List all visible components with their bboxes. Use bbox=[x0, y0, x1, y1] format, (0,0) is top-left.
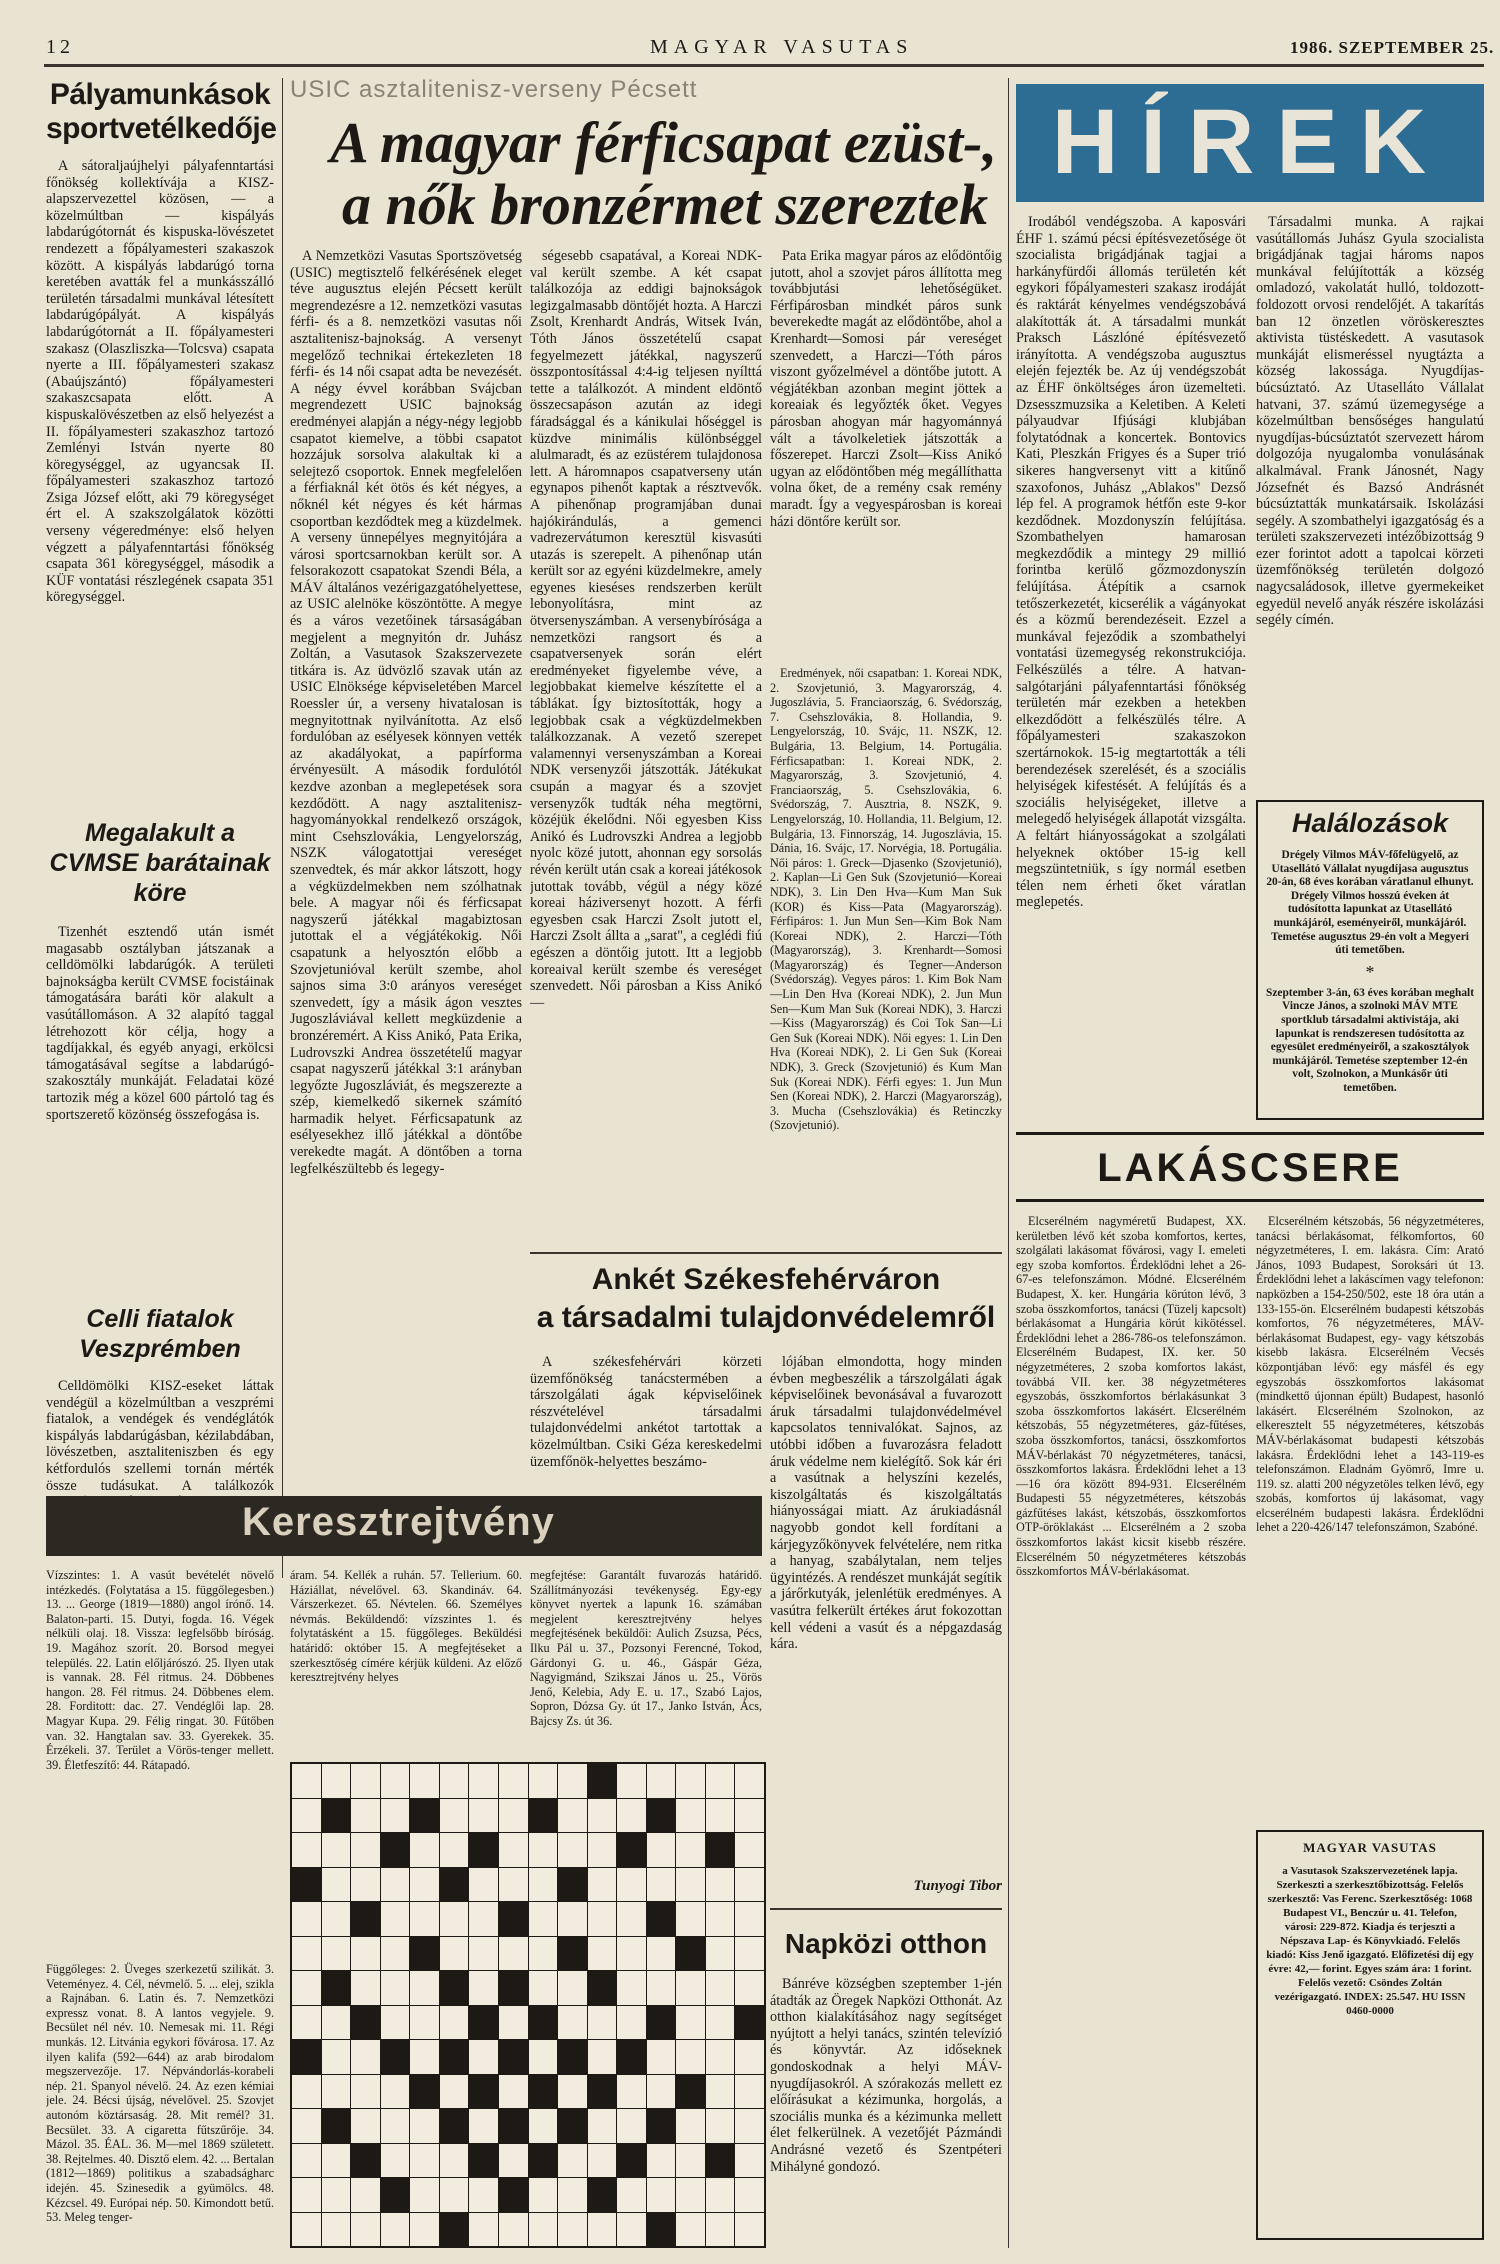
impressum-text: a Vasutasok Szakszervezetének lapja. Szerkeszti a szerkesztőbizottság. Felelős szerkesztő: Vas Ferenc. Szerkesztőség: 1068 Budapest VI., Benczúr u. 41. Telefon, városi: 229-872. Kiadja és terjeszti a Népszava Lap- és Könyvkiadó. Felelős kiadó: Kiss Jenő igazgató. Előfizetési díj egy évre: 42,— forint. Egyes szám ára: 1 forint. Felelős vezető: Csöndes Zoltán vezérigazgató. INDEX: 25.547. HU ISSN 0460-0000 bbox=[1266, 1865, 1474, 2017]
hirek-col-2: Társadalmi munka. A rajkai vasútállomás Juhász Gyula szocialista brigádjának tagjai hároms napos munkával felújították a község omladozó, vakolatát hulló, toldozott-foldozott orvosi rendelőjét. A takarítás ban 12 önzetlen vöröskeresztes aktivista tüstéskedett. A vasutasok munkáját elismeréssel nyugtázta a község lakossága. Nyugdíjas-búcsúztató. Az Utaselláto Vállalat hatvani, 37. számú üzemegysége a közelmúltban bensőséges hangulatú nyugdíjas-búcsúztatót szervezett három dolgozója nyugalomba vonulásának alkalmával. Frank Jánosnét, Nagy Józsefnét és Bazsó Andrásnét búcsúztatták munkatársaik. Iskolázási segély. A szombathelyi igazgatóság és a területi szakszervezeti intézőbizottság 9 ezer forintot adott a tapolcai körzeti üzemfőnökség területén dolgozó nagycsaládosok, illetve gyermekeiket egyedül nevelő anyák részére iskolázási segély címén. bbox=[1256, 214, 1484, 629]
celli-text: Celldömölki KISZ-eseket láttak vendégül a közelmúltban a veszprémi fiatalok, a vendégek és vendéglátók kispályás labdarúgásban, kézilabdában, lövészetben, asztaliteniszben és egy kétfordulós szellemi tornán mérték össze tudásukat. A találkozók bbox=[46, 1378, 274, 1494]
crossword-grid[interactable] bbox=[290, 1762, 766, 2248]
hirek-logo-box bbox=[1016, 84, 1484, 202]
usic-col-1: A Nemzetközi Vasutas Sportszövetség (USIC) megtisztelő felkérésének eleget téve augusztus elején Pécsett került megrendezésre a 12. nemzetközi vasutas férfi- és a 8. nemzetközi vasutas női asztalitenisz-bajnokság. A versenyt megelőző technikai értekezleten 18 férfi- és 14 női csapat adta be nevezését. A négy évvel korábban Svájcban megrendezett USIC bajnokság eredményei alapján a négy-négy legjobb csapatot kiemelve, a többi csapatot hozzájuk sorsolva alakultak ki a selejtező csoportok. Ennek megfelelően a férfiaknál két ötös és két négyes, a nőknél két négyes és két hármas csoportban kezdődtek meg a küzdelmek. A verseny ünnepélyes megnyitójára a városi sportcsarnokban került sor. A felsorakozott csapatokat Szendi Béla, a MÁV általános vezérigazgatóhelyettese, az USIC alelnöke köszöntötte. A megye és a város vezetőinek társaságában megjelent a megnyitón dr. Juhász Zoltán, a Vasutasok Szakszervezete titkára is. Az üdvözlő szavak után az USIC Elnöksége képviseletében Marcel Roessler úr, a verseny hivatalosan is megnyitottnak nyilvánította. Az első fordulóban az esélyesek könnyen vették az akadályokat, a papírforma érvényesült. A második fordulótól kezdve azonban a meglepetések sora kezdődött. A nagy asztalitenisz-hagyományokkal rendelkező országok, mint Csehszlovákia, Lengyelország, NSZK válogatottjai vereséget szenvedtek, és már akkor látszott, hogy a végküzdelmekben nem szólhatnak bele. A magyar női és férficsapat nagyszerű játékkal magabiztosan jutottak el a végjátékokig. Női csapatunk a helyosztón előbb a Szovjetunióval került szembe, ahol sajnos sima 3:0 arányos vereséget szenvedett, így a másik ágon vesztes Jugoszláviával kellett megküzdenie a bronzéremért. A Kiss Anikó, Pata Erika, Ludrovszki Andrea összetételű magyar csapat nagyszerű játékkal 3:1 arányban legyőzte Jugoszláviát, és megszerezte a szép, kiemelkedő sikernek számító harmadik helyet. Férficsapatunk az esélyesekhez illő játékkal a döntőbe verekedte magát. A döntőben a torna legfelkészültebb és legegy- bbox=[290, 248, 522, 1177]
anket-author: Tunyogi Tibor bbox=[913, 1878, 1002, 1894]
napkozi-rule bbox=[770, 1908, 1002, 1910]
anket-col-2: lójában elmondotta, hogy minden évben megbeszélik a társzolgálati ágak képviselőinek bevonásával a fuvarozott áruk társadalmi tulajdonvédelmével kapcsolatos tennivalókat. Sajnos, az utóbbi időben a fuvarozásra feladott áruk védelme nem kielégítő. Sok kár éri a vasútnak a helyszíni kezelés, kiszolgáltatás és kiszolgáltatás hiányosságai miatt. Az árukiadásnál nagyobb gondot kell fordítani a kárjegyzőkönyvek felvételére, nem ritka a hanyag, szabálytalan, nem teljes ügyintézés. A rendészet munkáját segítik a járőrkutyák, jelenlétük eredményes. A vasútra felkerült értékes árut fokozottan kell védeni a vasút és a népgazdaság kára. bbox=[770, 1354, 1002, 1653]
anket-col-1: A székesfehérvári körzeti üzemfőnökség tanácstermében a társzolgálati ágak képviselőinek részvételével társadalmi tulajdonvédelmi ankétot tartottak a közelmúltban. Csiki Géza kereskedelmi üzemfőnök-helyettes beszámo- bbox=[530, 1354, 762, 1470]
celli-title: Celli fiatalok Veszprémben bbox=[79, 1305, 241, 1363]
anket-rule bbox=[530, 1252, 1002, 1254]
obituary-title: Halálozások bbox=[1291, 808, 1449, 838]
crossword-clues-2: áram. 54. Kellék a ruhán. 57. Tellerium. 60. Háziállat, névelővel. 63. Skandináv. 64. Várszerkezet. 65. Névtelen. 66. Személyes névmás. Beküldendő: vízszintes 1. és folytatásként a 15. függőleges. Beküldési határidő: október 15. A megfejtéseket a szerkesztőség címére kérjük küldeni. Az előző keresztrejtvény helyes bbox=[290, 1568, 522, 1685]
crossword-title: Keresztrejtvény bbox=[242, 1500, 555, 1544]
crossword-clues-3: megfejtése: Garantált fuvarozás határidő. Szállítmányozási tevékenység. Egy-egy könyvet nyertek a lapunk 16. számában megjelent keresztrejtvény helyes megfejtésének beküldői: Aulich Zsuzsa, Pécs, Ilku Pál u. 37., Pozsonyi Ferencné, Tokod, Gárdonyi G. u. 46., Gáspár Géza, Nagyigmánd, Szikszai János u. 25., Vörös Jenő, Kelebia, Ady E. u. 17., Szabó Lajos, Sopron, Dózsa Gy. út 17., Janko István, Ács, Bajcsy Zs. út 36. bbox=[530, 1568, 762, 1728]
napkozi-title: Napközi otthon bbox=[784, 1928, 988, 1959]
left-column bbox=[46, 78, 277, 1558]
cvmse-text: Tizenhét esztendő után ismét magasabb osztályban játszanak a celldömölki labdarúgók. A területi bajnokságba került CVMSE focistáinak támogatására baráti kör alakult a vasútállomáson. A 32 alapító taggal létrehozott kör célja, hogy a tagdíjakkal, és egyéb anyagi, erkölcsi támogatásával segítse a labdarúgó-szakosztály munkáját. Feladatai közé tartozik még a közel 600 pártoló tag és sportszerető közönség összefogása is. bbox=[46, 924, 274, 1123]
usic-col-2: ségesebb csapatával, a Koreai NDK-val került szembe. A két csapat találkozója az eddigi bajnokságok legizgalmasabb döntőjét hozta. A Harczi Zsolt, Krenhardt András, Witsek Iván, Tóth János összetételű csapat fegyelmezett játékkal, nagyszerű összpontosítással 4:4-ig teljesen nyílttá tette a találkozót. A mindent eldöntő összecsapáson azután az idegi fáradsággal és a kánikulai hőséggel is küzdve minimális különbséggel alulmaradt, és az ezüstérem tulajdonosa lett. A háromnapos csapatverseny után egynapos pihenőt kaptak a résztvevők. A pihenőnap programjában dunai hajókirándulás, a gemenci vadrezervátumon keresztül kisvasúti utazás is szerepelt. A pihenőnap után került sor az egyéni küzdelmekre, amely egyenes kieséses rendszerben került lebonyolításra, mint az ötversenyszámban. A versenybírósága a nemzetközi rangsort és a csapatversenyek során elért eredményeket figyelembe véve, a legjobbakat kiemelve készítette el a táblákat. Így biztosították, hogy a legjobbak csak a végküzdelmekben találkozzanak. A vezető szerepet valamennyi versenyszámban a Koreai NDK versenyzői játszották. Játékukat csupán a magyar és a szovjet versenyzők tudták néha megtörni, közéjük ékelődni. Női egyesben Kiss Anikó és Ludrovszki Andrea a legjobb nyolc közé jutott, ahonnan egy sorsolás révén került után csak a koreai játékosok jutottak tovább, végül a négy közé koreai háziversenyt hozott. A férfi egyesben csak Harczi Zsolt jutott el, Harczi Zsolt állta a „sarat", a ceglédi fiú egészen a döntőig jutott. Itt a legjobb koreaival került szembe és vereséget szenvedett. Női párosban a Kiss Anikó— bbox=[530, 248, 762, 1011]
headline-line-2: a nők bronzérmet szereztek bbox=[342, 172, 989, 237]
hirek-logo: HÍREK bbox=[1051, 91, 1449, 193]
impressum-title: MAGYAR VASUTAS bbox=[1303, 1840, 1437, 1855]
column-rule bbox=[282, 78, 283, 1578]
obituary-box bbox=[1256, 800, 1484, 1120]
lakascsere-banner bbox=[1016, 1132, 1484, 1202]
issue-date: 1986. SZEPTEMBER 25. bbox=[1290, 38, 1495, 57]
masthead-rule bbox=[44, 64, 1484, 67]
napkozi-text: Bánréve községben szeptember 1-jén átadták az Öregek Napközi Otthonát. Az otthon kialakításához nagy segítséget nyújtott a helyi tanács, szintén televízió és könyvtár. Az időseknek gondoskodnak a helyi MÁV-nyugdíjasokról. A szórakozás mellett ez előírásukat a kézimunka, horgolás, a szociális munka és a kézimunka mellett élet felkerülnek. A vezetőjét Pázmándi Andrásné vezető és Szentpéteri Mihályné gondozó. bbox=[770, 1976, 1002, 2175]
page-number: 12 bbox=[46, 36, 74, 58]
sport-title: Pályamunkások sportvetélkedője bbox=[46, 78, 277, 145]
crossword-banner bbox=[46, 1496, 762, 1556]
anket-title-1: Ankét Székesfehérváron bbox=[591, 1263, 941, 1296]
banner-text: USIC asztalitenisz-verseny Pécsett bbox=[290, 76, 698, 103]
cvmse-title: Megalakult a CVMSE barátainak köre bbox=[49, 819, 271, 907]
crossword-clues-fugg: Függőleges: 2. Üveges szerkezetű szilikát. 3. Veteményez. 4. Cél, névmelő. 5. ... elej, szikla a Rajnában. 6. Latin és. 7. Nemzetközi expressz vonat. 8. A lantos vegyjele. 9. Becsület nél név. 10. Nemesak mi. 11. Régi munkás. 12. Litvánia egykori fővárosa. 17. Az ilyen kalifa (592—644) az arab birodalom megszervezője. 17. Népvándorlás-korabeli nép. 21. Spanyol névelő. 24. Az ezen kémiai jele. 24. Bécsi újság, névelővel. 25. Szovjet autonóm köztársaság. 28. Mit remél? 31. Becsület. 33. A cigaretta fűtszűrője. 34. Mázol. 35. ÉAL. 36. M—mel 1869 született. 38. Rejtelmes. 40. Disztő elem. 42. ... Bertalan (1812—1869) politikus a szabadságharc idején. 45. Szinesedik a gyümölcs. 48. Kézcsel. 49. Európai nép. 50. Kimondott betű. 53. Meleg tenger- bbox=[46, 1962, 274, 2225]
headline-line-1: A magyar férficsapat ezüst-, bbox=[330, 110, 997, 175]
lakascsere-title: LAKÁSCSERE bbox=[1097, 1146, 1403, 1190]
usic-col-3: Pata Erika magyar páros az elődöntőig jutott, ahol a szovjet páros állította meg továbbjutási lehetőségüket. Férfipárosban mindkét páros sunk beverekedte magát az elődöntőbe, ahol a Krenhardt—Somosi pár vereséget szenvedett, a Harczi—Tóth páros viszont győzelmével a döntőbe jutott. A végjátékban azonban megint jöttek a koreaiak és legyőzték őket. Vegyes párosban ahogyan már hagyománnyá vált a távolkeletiek játszották a főszerepet. Harczi Zsolt—Kiss Anikó ugyan az elődöntőben még megállíthatta volna őket, de a remény csak remény maradt. Így a vegyespárosban is koreai házi döntőre került sor. bbox=[770, 248, 1002, 530]
obituary-text-1: Drégely Vilmos MÁV-főfelügyelő, az Utasellátó Vállalat nyugdíjasa augusztus 20-án, 68 éves korában váratlanul elhunyt. Drégely Vilmos hosszú éveken át tudósította lapunkat az Utasellátó munkájáról, eseményeiről, munkájáról. Temetése augusztus 29-én volt a Megyeri úti temetőben. bbox=[1266, 849, 1474, 957]
sport-text: A sátoraljaújhelyi pályafenntartási főnökség kollektívája a KISZ-alapszervezettel közösen, — a közelmúltban — kispályás labdarúgótornát és kispuska-lövészetet rendezett a főpályamesteri szakaszok között. A kispályás labdarúgó torna keretében avatták fel a munkásszálló területén társadalmi munkával létesített labdarúgópályát. A kispályás labdarúgótornát a II. főpályamesteri szakasz (Olaszliszka—Tolcsva) csapata nyerte a III. főpályamesteri szakasz (Abaújszántó) főpályamesteri szakaszcsapata előtt. A kispuskalövészetben az első helyezést a II. főpályamesteri szakaszhoz tartozó Zemlényi István nyerte 80 köregységgel, az ugyancsak II. főpályamesteri szakaszhoz tartozó Zsiga József előtt, aki 79 köregységet ért el. A szakszolgálatok közötti verseny végeredménye: első helyen végzett a pályafenntartási főnökség csapata 361 köregységgel, második a KÜF vontatási részlegének csapata 351 köregységgel. bbox=[46, 158, 274, 606]
lakascsere-col-2: Elcserélném kétszobás, 56 négyzetméteres, tanácsi bérlakásomat, félkomfortos, 60 négyzetméteres, I. em. lakásra. Cím: Arató János, 1093 Budapest, Soroksári út 13. Érdeklődni lehet a lakáscímen vagy telefonon: napközben a 154-250/502, este 18 óra után a 133-155-ön. Elcserélném budapesti kétszobás komfortos, 76 négyzetméteres, MÁV-bérlakásomat Budapest, egy- vagy kétszobás kisebb lakásra. Elcserélném Vecsés központjában lévő: egy másfél és egy egyszobás összkomfortos lakásomat (mindkettő újonnan épült) Budapest, hasonló lakásért. Elcserélném Szolnokon, az elkeresztelt 55 négyzetméteres, kétszobás MÁV-bérlakásomat budapesti kétszobás lakásra. Érdeklődni lehet a 143-119-es telefonszámon. Eladnám Gyömrő, Imre u. 119. sz. alatti 200 négyzetöles telken lévő, egy szobás, komfortos új lakásomat, vagy elcserélném budapesti lakásra. Érdeklődni lehet a 220-426/147 telefonszámon, Szabóné. bbox=[1256, 1214, 1484, 1535]
lakascsere-col-1: Elcserélném nagyméretű Budapest, XX. kerületben lévő két szoba komfortos, kertes, szolgálati lakásomat fővárosi, vagy I. emeleti egy szoba komfortos. Érdeklődni lehet a 26-67-es telefonszámon. Módné. Elcserélném Budapest, X. ker. Hungária körúton lévő, 3 szoba összkomfortos, tanácsi (Tüzelj kapcsolt) bérlakásomat a Hungária körút kikötéssel. Érdeklődni lehet a 286-786-os telefonszámon. Elcserélném Budapest, IX. ker. 50 négyzetméteres, 2 szoba komfortos lakást, továbbá VII. ker. 38 négyzetméteres egyszobás, összkomfortos bérlakásunkat 3 szoba összkomfortos lakásért. Elcserélném kétszobás, 55 négyzetméteres, gáz-fűtéses, szoba összkomfortos, tanácsi, összkomfortos MÁV-bérlakást 70 négyzetméteres, tanácsi, összkomfortos lakásra. Érdeklődni lehet a 13—16 óra között 894-931. Elcserélném Budapesti 55 négyzetméteres, kétszobás gázfűtéses lakást, kétszobás, összkomfortos OTP-öröklakást ... Elcserélném a 2 szoba összkomfortos lakást kicsit kisebb részére. Elcserélném 50 négyzetméteres kétszobás összkomfortos MÁV-bérlakásomat. bbox=[1016, 1214, 1246, 1579]
crossword-clues-1: Vízszintes: 1. A vasút bevételét növelő intézkedés. (Folytatása a 15. függőlegesben.) 13. ... George (1819—1880) angol írónő. 14. Balaton-parti. 15. Dutyi, fogda. 16. Végek nélküli olaj. 18. Vissza: legfelsőbb bíróság. 19. Magához szorít. 20. Borsod megyei település. 22. Latin előljárószó. 25. Ilyen utak is vannak. 28. Fél ritmus. 24. Döbbenes hangon. 28. Fél ritmus. 24. Döbbenes elem. 28. Forditott: dac. 27. Vendéglői lap. 28. Magyar Kupa. 29. Félig ringat. 30. Fűtőben van. 32. Hangtalan sav. 33. Gyerekek. 35. Érzékeli. 37. Terület a Vörös-tenger mellett. 39. Életfeszítő: 44. Rátapadó. bbox=[46, 1568, 274, 1772]
usic-results: Eredmények, női csapatban: 1. Koreai NDK, 2. Szovjetunió, 3. Magyarország, 4. Jugoszlávia, 5. Franciaország, 6. Svédország, 7. Csehszlovákia, 8. Hollandia, 9. Lengyelország, 10. Svájc, 11. NSZK, 12. Bulgária, 13. Belgium, 14. Portugália. Férficsapatban: 1. Koreai NDK, 2. Magyarország, 3. Szovjetunió, 4. Franciaország, 5. Csehszlovákia, 6. Svédország, 7. Ausztria, 8. NSZK, 9. Lengyelország, 10. Hollandia, 11. Belgium, 12. Bulgária, 13. Finnország, 14. Jugoszlávia, 15. Dánia, 16. Svájc, 17. Norvégia, 18. Portugália. Női páros: 1. Greck—Djasenko (Szovjetunió), 2. Kaplan—Li Gen Suk (Szovjetunió—Koreai NDK), 3. Lin Den Hva—Kum Man Suk (KOR) és Kiss—Pata (Magyarország). Férfipáros: 1. Jun Mun Sen—Kim Bok Nam (Koreai NDK), 2. Harczi—Tóth (Magyarország), 3. Krenhardt—Somosi (Magyarország) és Tegner—Anderson (Svédország). Vegyes páros: 1. Kim Bok Nam—Lin Den Hva (Koreai NDK), 2. Jun Mun Sen—Kum Man Suk (Koreai NDK), 3. Harczi—Kiss (Magyarország) és Coi Tok San—Li Gen Suk (Koreai NDK). Női egyes: 1. Lin Den Hva (Koreai NDK), 2. Li Gen Suk (Koreai NDK), 3. Greck (Szovjetunió) és Kum Man Suk (Koreai NDK). Férfi egyes: 1. Jun Mun Sen (Koreai NDK), 2. Harczi (Magyarország), 3. Mucha (Csehszlovákia) és Retinczky (Szovjetunió). bbox=[770, 666, 1002, 1133]
impressum-box bbox=[1256, 1830, 1484, 2240]
obituary-star: * bbox=[1365, 961, 1375, 982]
obituary-text-2: Szeptember 3-án, 63 éves korában meghalt Vincze János, a szolnoki MÁV MTE sportklub társadalmi aktivistája, aki lapunkat is rendszeresen tudósította az egyesület eredményeiről, a szakosztályok munkájáról. Temetése szeptember 12-én volt, Szolnokon, a Munkásőr úti temetőben. bbox=[1266, 986, 1474, 1094]
hirek-col-1: Irodából vendégszoba. A kaposvári ÉHF 1. számú pécsi építésvezetősége öt szocialista brigádjának tagjai a harkányfürdői állomás területén két egykori főpályamesteri szakasz irodáját és raktárát kényelmes vendégszobává alakították át. A társadalmi munkát Praksch Lászlóné építésvezető irányította. A vendégszoba augusztus elején fejezték be. Az új vendégszobát az ÉHF önköltséges áron üzemelteti. Dzsesszmuzsika a Keletiben. A Keleti pályaudvar Ifjúsági klubjában folytatódnak a koncertek. Bontovics Kati, Pleszkán Frigyes és a Super trió sikeres hangversenyt vitt a kitűnő szaxofonos, Juhász „Ablakos" Dezső lép fel. A programok hétfőn este 9-kor kezdődnek. Mozdonyszín felújítása. Szombathelyen hamarosan megkezdődik a mintegy 29 millió forintba kerülő gőzmozdonyszín felújítása. Átépítik a csarnok tetőszerkezetét, kicserélik a vágányokat és a közmű berendezéseit. Ezzel a munkával fejeződik a szombathelyi vontatási üzemegység rekonstrukciója. Felkészülés a télre. A hatvan-salgótarjáni pályafenntartási főnökség területén már ezekben a hetekben elkezdődött a felkészülés télre. A főpályamesteri szakaszokon szertárnokok. 15-ig megtartották a téli berendezések szerelését, és a szociális helyiségek kifestését. A felújítás és a szociális helyiségeket, illetve a melegedő helyiségek állapotát vizsgálta. A feltárt hiányosságokat a szolgálati helyeknek október 15-ig kell megszüntetniük, s így normál esetben télen nem érheti őket váratlan meglepetés. bbox=[1016, 214, 1246, 911]
right-rule bbox=[1008, 78, 1009, 2248]
anket-title-2: a társadalmi tulajdonvédelemről bbox=[536, 1301, 996, 1334]
paper-name: MAGYAR VASUTAS bbox=[650, 36, 914, 58]
